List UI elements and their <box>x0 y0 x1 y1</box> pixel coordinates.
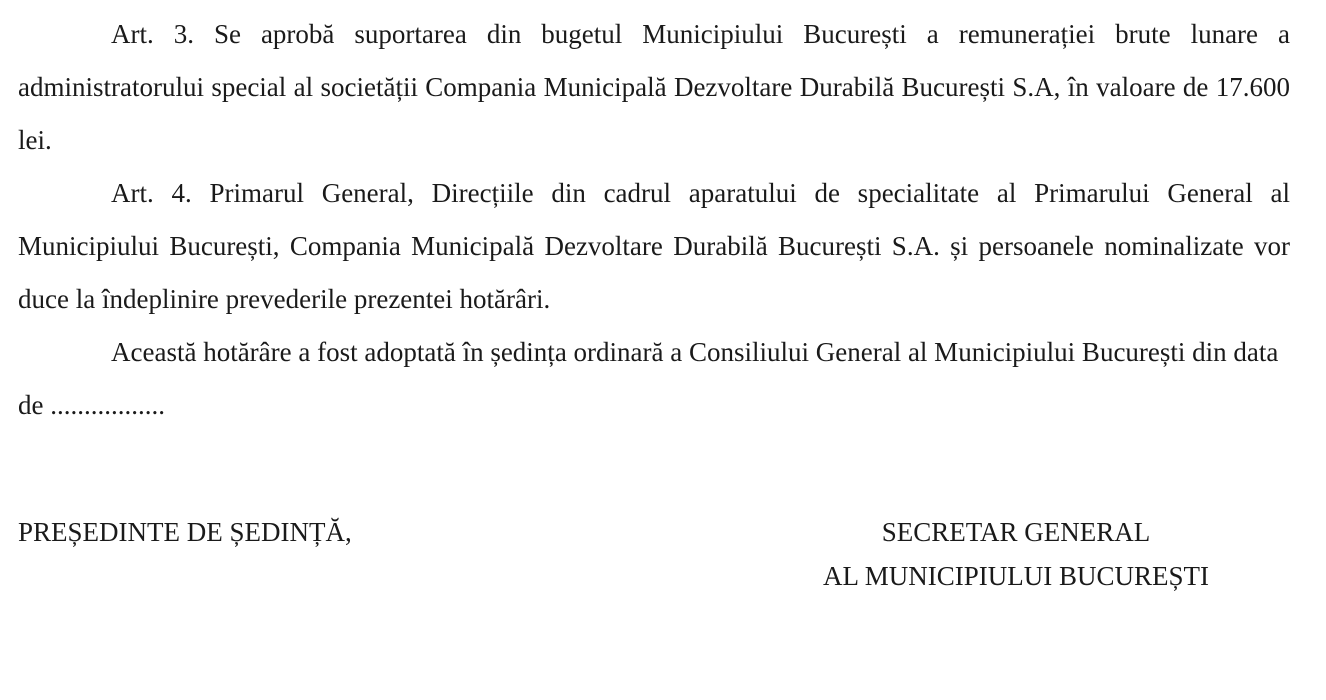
signature-block <box>18 510 1290 610</box>
article-3-paragraph: Art. 3. Se aprobă suportarea din bugetul Municipiului București a remunerației brute lunare a administratorului special al societății Compania Municipală Dezvoltare Durabilă București S.A, în valoare de 17.600 lei. <box>18 19 1290 155</box>
secretary-title-line1: SECRETAR GENERAL <box>881 517 1151 547</box>
document-body <box>18 8 1290 432</box>
secretary-title-line2: AL MUNICIPIULUI BUCUREȘTI <box>823 561 1209 591</box>
adoption-paragraph: Această hotărâre a fost adoptată în ședința ordinară a Consiliului General al Municipiului București din data de ................. <box>18 337 1279 420</box>
president-signature-label: PREȘEDINTE DE ȘEDINȚĂ, <box>18 517 352 547</box>
secretary-signature-block <box>788 510 1244 598</box>
article-4-paragraph: Art. 4. Primarul General, Direcțiile din cadrul aparatului de specialitate al Primarului General al Municipiului București, Compania Municipală Dezvoltare Durabilă București S.A. și persoanele nominalizate vor duce la îndeplinire prevederile prezentei hotărâri. <box>18 178 1290 314</box>
